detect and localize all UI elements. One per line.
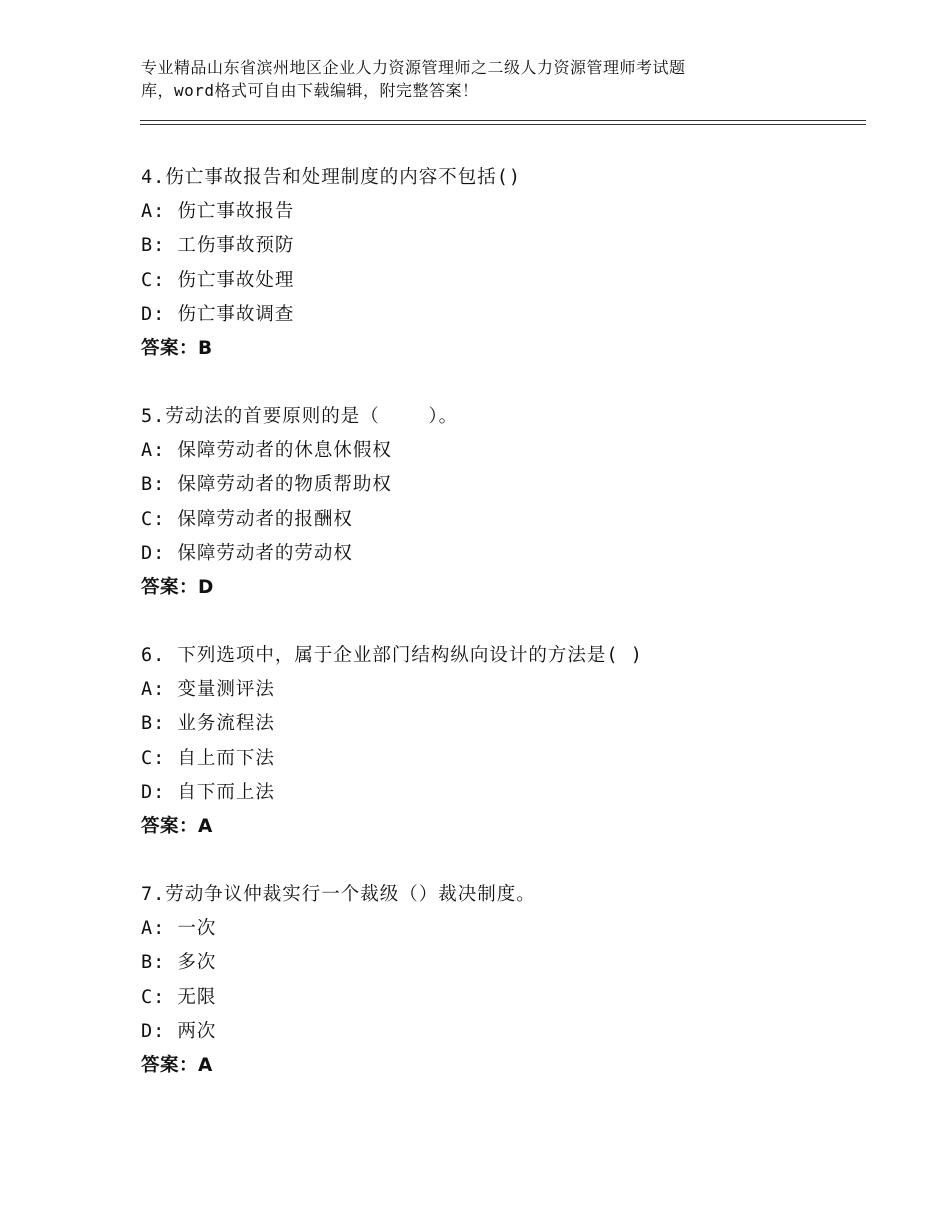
option-a: A: 变量测评法	[141, 679, 275, 701]
option-c: C: 自上而下法	[141, 747, 275, 769]
option-a: A: 保障劳动者的休息休假权	[141, 440, 392, 462]
option-a: A: 伤亡事故报告	[141, 201, 295, 223]
header-divider	[140, 120, 866, 125]
question-7	[141, 878, 861, 1117]
option-d: D: 自下而上法	[141, 781, 275, 803]
question-6	[141, 639, 861, 878]
option-c: C: 无限	[141, 986, 217, 1008]
question-list	[141, 161, 861, 1117]
answer-key: 答案：D	[141, 576, 214, 598]
question-stem: 4.伤亡事故报告和处理制度的内容不包括()	[141, 167, 522, 188]
option-d: D: 保障劳动者的劳动权	[141, 542, 353, 564]
question-stem: 6. 下列选项中，属于企业部门结构纵向设计的方法是( )	[141, 645, 643, 666]
question-4	[141, 161, 861, 400]
answer-key: 答案：A	[141, 815, 213, 837]
header-title-line-1: 专业精品山东省滨州地区企业人力资源管理师之二级人力资源管理师考试题	[141, 58, 686, 77]
option-a: A: 一次	[141, 918, 217, 940]
option-b: B: 多次	[141, 952, 217, 974]
option-b: B: 保障劳动者的物质帮助权	[141, 474, 392, 496]
question-5	[141, 400, 861, 639]
option-b: B: 工伤事故预防	[141, 235, 295, 257]
document-header	[141, 56, 781, 102]
option-c: C: 保障劳动者的报酬权	[141, 508, 353, 530]
question-stem: 5.劳动法的首要原则的是（ ）。	[141, 406, 459, 427]
answer-key: 答案：A	[141, 1054, 213, 1076]
option-d: D: 两次	[141, 1020, 217, 1042]
header-title-line-2: 库，word格式可自由下载编辑，附完整答案！	[141, 81, 479, 100]
option-c: C: 伤亡事故处理	[141, 269, 295, 291]
question-stem: 7.劳动争议仲裁实行一个裁级（）裁决制度。	[141, 884, 536, 905]
option-d: D: 伤亡事故调查	[141, 303, 295, 325]
option-b: B: 业务流程法	[141, 713, 275, 735]
answer-key: 答案：B	[141, 337, 213, 359]
